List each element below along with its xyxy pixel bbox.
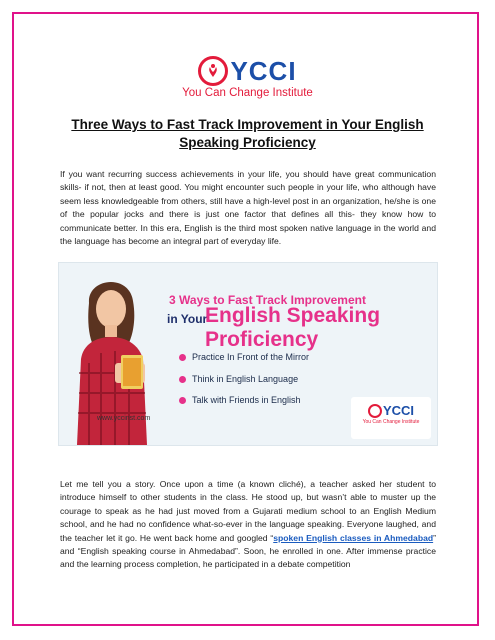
- spoken-english-link[interactable]: spoken English classes in Ahmedabad: [273, 532, 434, 543]
- banner-ycci-logo: YCCI You Can Change Institute: [351, 397, 431, 439]
- banner-list-item: Talk with Friends in English: [179, 395, 301, 405]
- article-title: Three Ways to Fast Track Improvement in Your English Speaking Proficiency: [71, 117, 424, 150]
- intro-paragraph: If you want recurring success achievements in your life, you should have great communication skills- if not, then at least good. You might encounter such people in your life, who although have seem less knowledgeable from others, still have a high-level post in an organization, he/she is one of the popular jocks and there is just one factor that defines all this- they know how to communicate better. In this era, English is the third most spoken native language in the world and the language has become an integral part of everyday life.: [60, 169, 436, 247]
- article-banner-image: [58, 262, 438, 446]
- banner-website-url: www.yccinst.com: [97, 415, 151, 422]
- banner-heading-in-your: in Your: [167, 312, 208, 326]
- bullet-icon: [179, 397, 186, 404]
- banner-list-item: Practice In Front of the Mirror: [179, 352, 309, 362]
- bullet-icon: [179, 354, 186, 361]
- ycci-logo: [0, 56, 495, 99]
- story-paragraph: Let me tell you a story. Once upon a time (a known cliché), a teacher asked her student to introduce himself to other students in the class. He stood up, but wasn’t able to muster up the courage to speak as he had just moved from a Gujarati medium school to an English Medium school, and he had no confidence what-so-ever in the language speaking. Everyone laughed, and the teacher let it go. He went back home and googled “spoken English classes in Ahmedabad” and “English speaking course in Ahmedabad”. Soon, he enrolled in one. After immense practice and the learning process completion, he participated in a debate competition: [60, 479, 436, 570]
- banner-heading-main: English Speaking Proficiency: [205, 304, 381, 351]
- logo-name: YCCI: [230, 56, 297, 86]
- banner-heading-line1: 3 Ways to Fast Track Improvement: [169, 293, 366, 307]
- banner-list-item: Think in English Language: [179, 374, 298, 384]
- logo-tagline: You Can Change Institute: [182, 87, 313, 99]
- bullet-icon: [179, 376, 186, 383]
- ycci-emblem-icon: [368, 404, 382, 418]
- ycci-emblem-icon: [198, 56, 228, 86]
